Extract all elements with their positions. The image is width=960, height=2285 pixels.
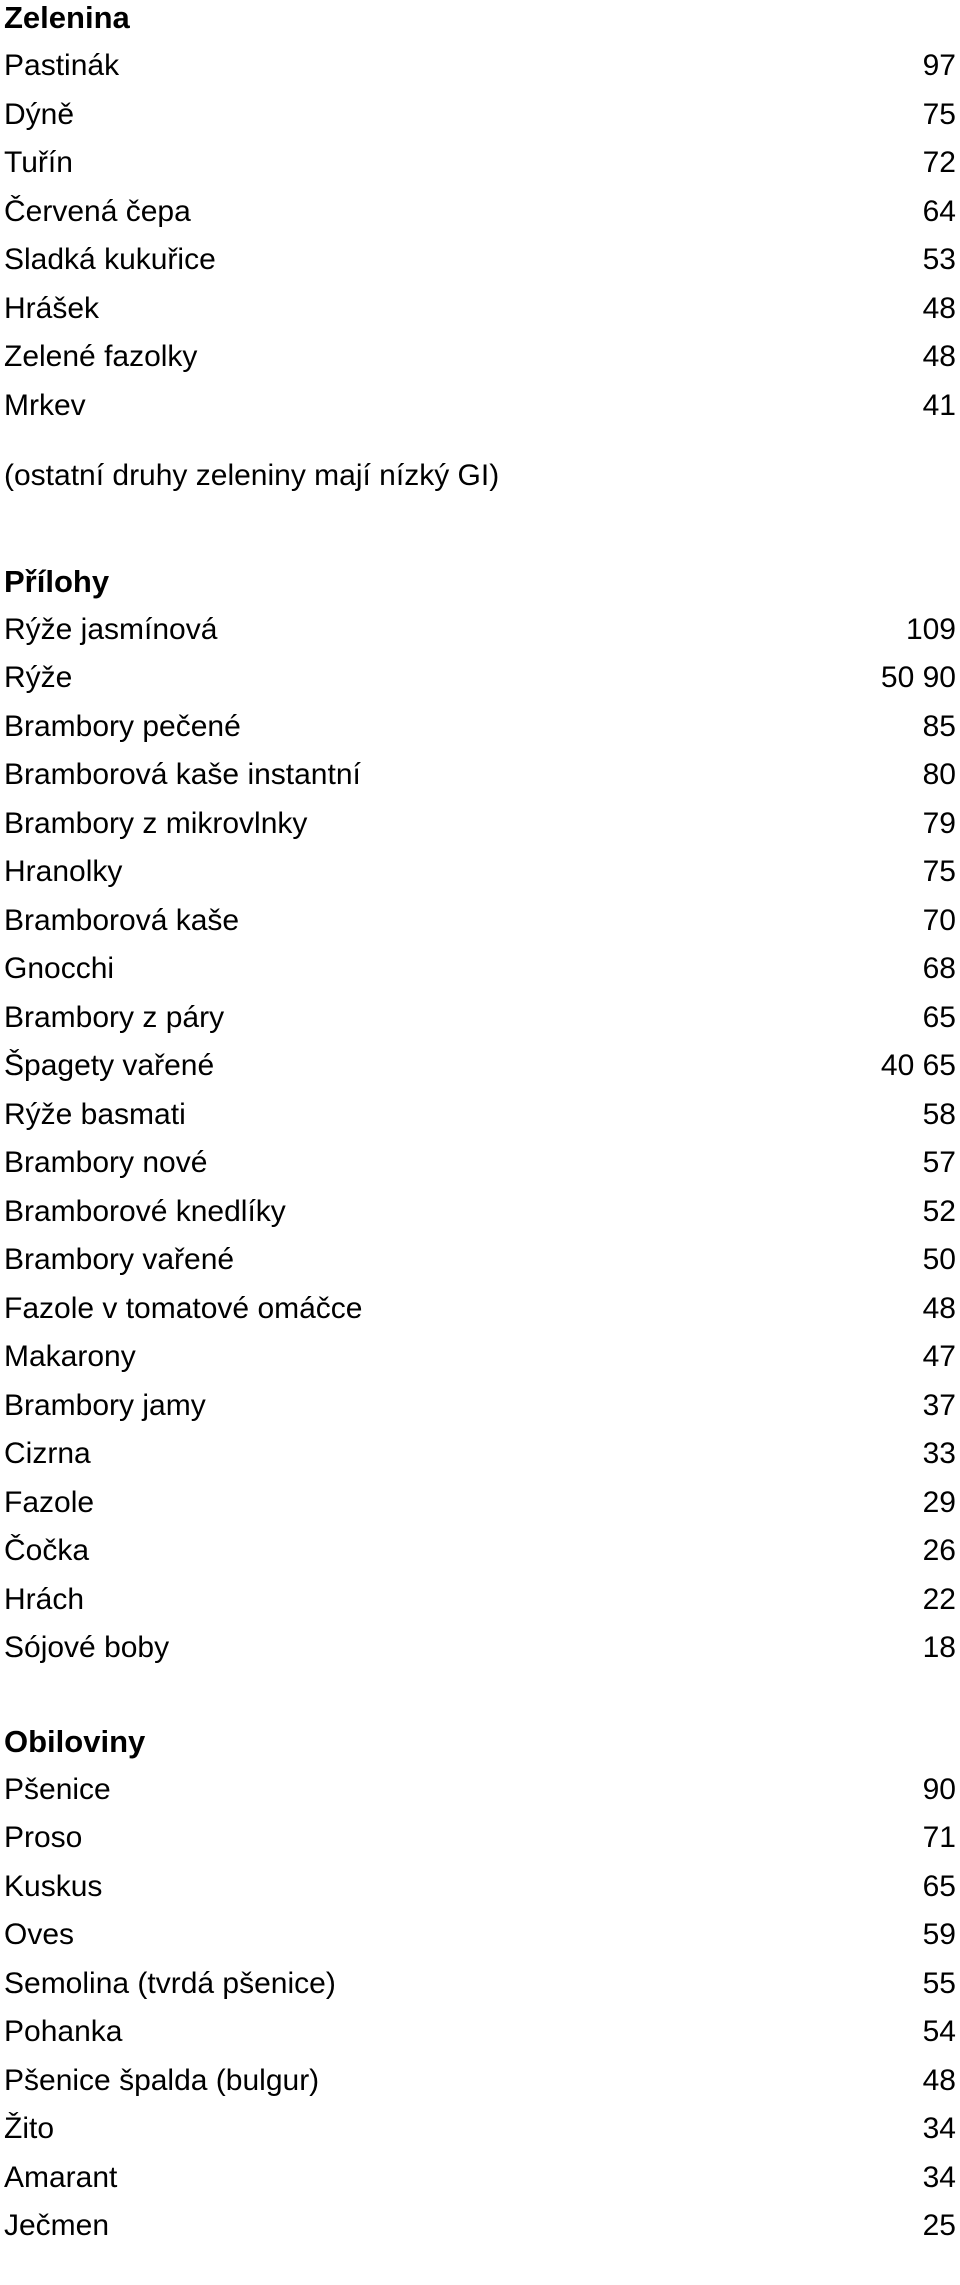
food-name: Brambory z mikrovlnky — [4, 806, 308, 840]
section-heading: Zelenina — [4, 0, 130, 35]
gi-value: 97 — [922, 49, 956, 82]
table-row — [4, 1285, 956, 1334]
table-row — [4, 1333, 956, 1382]
food-name: Tuřín — [4, 146, 73, 179]
gi-value: 22 — [922, 1582, 956, 1616]
section-note: (ostatní druhy zeleniny mají nízký GI) — [4, 459, 500, 492]
gi-value: 71 — [922, 1821, 956, 1854]
food-name: Čočka — [4, 1534, 90, 1567]
gi-value: 25 — [922, 2209, 956, 2242]
table-row — [4, 1188, 956, 1237]
gi-value: 34 — [922, 2160, 956, 2194]
section-heading: Přílohy — [4, 563, 110, 599]
table-row — [4, 751, 956, 800]
table-row — [4, 236, 956, 285]
food-name: Rýže jasmínová — [4, 612, 218, 646]
table-row — [4, 1236, 956, 1285]
section-obiloviny — [4, 1718, 956, 2251]
table-row — [4, 382, 956, 431]
food-name: Brambory z páry — [4, 1000, 225, 1034]
food-name: Gnocchi — [4, 952, 115, 985]
table-row — [4, 1091, 956, 1140]
food-name: Hranolky — [4, 855, 123, 888]
table-row — [4, 42, 956, 91]
gi-value: 65 — [922, 1869, 956, 1903]
table-row — [4, 1042, 956, 1091]
food-name: Bramborové knedlíky — [4, 1194, 286, 1228]
food-name: Brambory vařené — [4, 1243, 235, 1276]
table-row — [4, 1479, 956, 1528]
food-name: Pohanka — [4, 2015, 123, 2048]
gi-value: 75 — [922, 97, 956, 131]
food-name: Rýže basmati — [4, 1097, 186, 1131]
gi-value: 29 — [922, 1485, 956, 1519]
gi-value: 48 — [922, 1291, 956, 1325]
table-row — [4, 1139, 956, 1188]
gi-value: 72 — [922, 146, 956, 179]
gi-value: 48 — [922, 2063, 956, 2097]
gi-value: 40 65 — [880, 1049, 956, 1082]
gi-value: 48 — [922, 291, 956, 325]
table-row — [4, 1430, 956, 1479]
food-name: Proso — [4, 1821, 83, 1854]
food-name: Pšenice — [4, 1772, 111, 1806]
gi-value: 58 — [922, 1097, 956, 1131]
food-name: Fazole — [4, 1485, 95, 1519]
table-row — [4, 1527, 956, 1576]
gi-value: 90 — [922, 1772, 956, 1806]
food-name: Amarant — [4, 2160, 118, 2194]
table-row — [4, 994, 956, 1043]
food-name: Sladká kukuřice — [4, 243, 216, 276]
gi-value: 50 90 — [880, 661, 956, 694]
gi-value: 80 — [922, 758, 956, 791]
table-row — [4, 1911, 956, 1960]
gi-value: 18 — [922, 1631, 956, 1664]
gi-value: 55 — [922, 1966, 956, 2000]
table-row — [4, 897, 956, 946]
food-name: Brambory jamy — [4, 1388, 206, 1422]
food-name: Dýně — [4, 97, 75, 131]
gi-value: 50 — [922, 1243, 956, 1276]
table-row — [4, 848, 956, 897]
table-row — [4, 333, 956, 382]
table-row — [4, 1814, 956, 1863]
food-name: Bramborová kaše instantní — [4, 758, 361, 791]
food-name: Pastinák — [4, 49, 120, 82]
gi-value: 26 — [922, 1534, 956, 1567]
food-name: Kuskus — [4, 1869, 103, 1903]
table-row — [4, 1960, 956, 2009]
gi-value: 48 — [922, 340, 956, 373]
food-name: Mrkev — [4, 388, 86, 422]
gi-value: 57 — [922, 1146, 956, 1179]
gi-value: 68 — [922, 952, 956, 985]
table-row — [4, 606, 956, 655]
gi-value: 59 — [922, 1918, 956, 1951]
food-name: Oves — [4, 1918, 75, 1951]
food-name: Semolina (tvrdá pšenice) — [4, 1966, 336, 2000]
table-row — [4, 2057, 956, 2106]
table-row — [4, 1576, 956, 1625]
gi-value: 109 — [905, 612, 956, 646]
gi-value: 47 — [922, 1340, 956, 1373]
food-name: Špagety vařené — [4, 1049, 215, 1082]
gi-value: 37 — [922, 1388, 956, 1422]
table-row — [4, 2008, 956, 2057]
food-name: Sójové boby — [4, 1631, 170, 1664]
gi-value: 64 — [922, 194, 956, 228]
table-row — [4, 91, 956, 140]
table-row — [4, 800, 956, 849]
food-name: Cizrna — [4, 1437, 91, 1470]
table-row — [4, 1766, 956, 1815]
table-row — [4, 1382, 956, 1431]
table-row — [4, 2202, 956, 2251]
table-row — [4, 2154, 956, 2203]
table-row — [4, 1863, 956, 1912]
gi-value: 75 — [922, 855, 956, 888]
section-heading: Obiloviny — [4, 1723, 146, 1759]
table-row — [4, 654, 956, 703]
gi-value: 70 — [922, 903, 956, 937]
gi-value: 33 — [922, 1437, 956, 1470]
gi-value: 65 — [922, 1000, 956, 1034]
food-name: Rýže — [4, 661, 73, 694]
food-name: Zelené fazolky — [4, 340, 198, 373]
food-name: Makarony — [4, 1340, 136, 1373]
gi-value: 79 — [922, 806, 956, 840]
food-name: Brambory nové — [4, 1146, 208, 1179]
section-prilohy — [4, 558, 956, 1673]
table-row — [4, 703, 956, 752]
food-name: Hrášek — [4, 291, 100, 325]
food-name: Bramborová kaše — [4, 903, 240, 937]
table-row — [4, 1624, 956, 1673]
food-name: Fazole v tomatové omáčce — [4, 1291, 363, 1325]
food-name: Hrách — [4, 1582, 85, 1616]
table-row — [4, 285, 956, 334]
table-row — [4, 188, 956, 237]
gi-value: 85 — [922, 709, 956, 743]
gi-value: 41 — [922, 388, 956, 422]
food-name: Brambory pečené — [4, 709, 241, 743]
section-zelenina — [4, 0, 956, 501]
gi-value: 54 — [922, 2015, 956, 2048]
food-name: Žito — [4, 2112, 55, 2145]
food-name: Ječmen — [4, 2209, 110, 2242]
gi-value: 34 — [922, 2112, 956, 2145]
table-row — [4, 2105, 956, 2154]
gi-value: 53 — [922, 243, 956, 276]
food-name: Pšenice špalda (bulgur) — [4, 2063, 320, 2097]
food-name: Červená čepa — [4, 194, 191, 228]
table-row — [4, 139, 956, 188]
table-row — [4, 945, 956, 994]
gi-value: 52 — [922, 1194, 956, 1228]
